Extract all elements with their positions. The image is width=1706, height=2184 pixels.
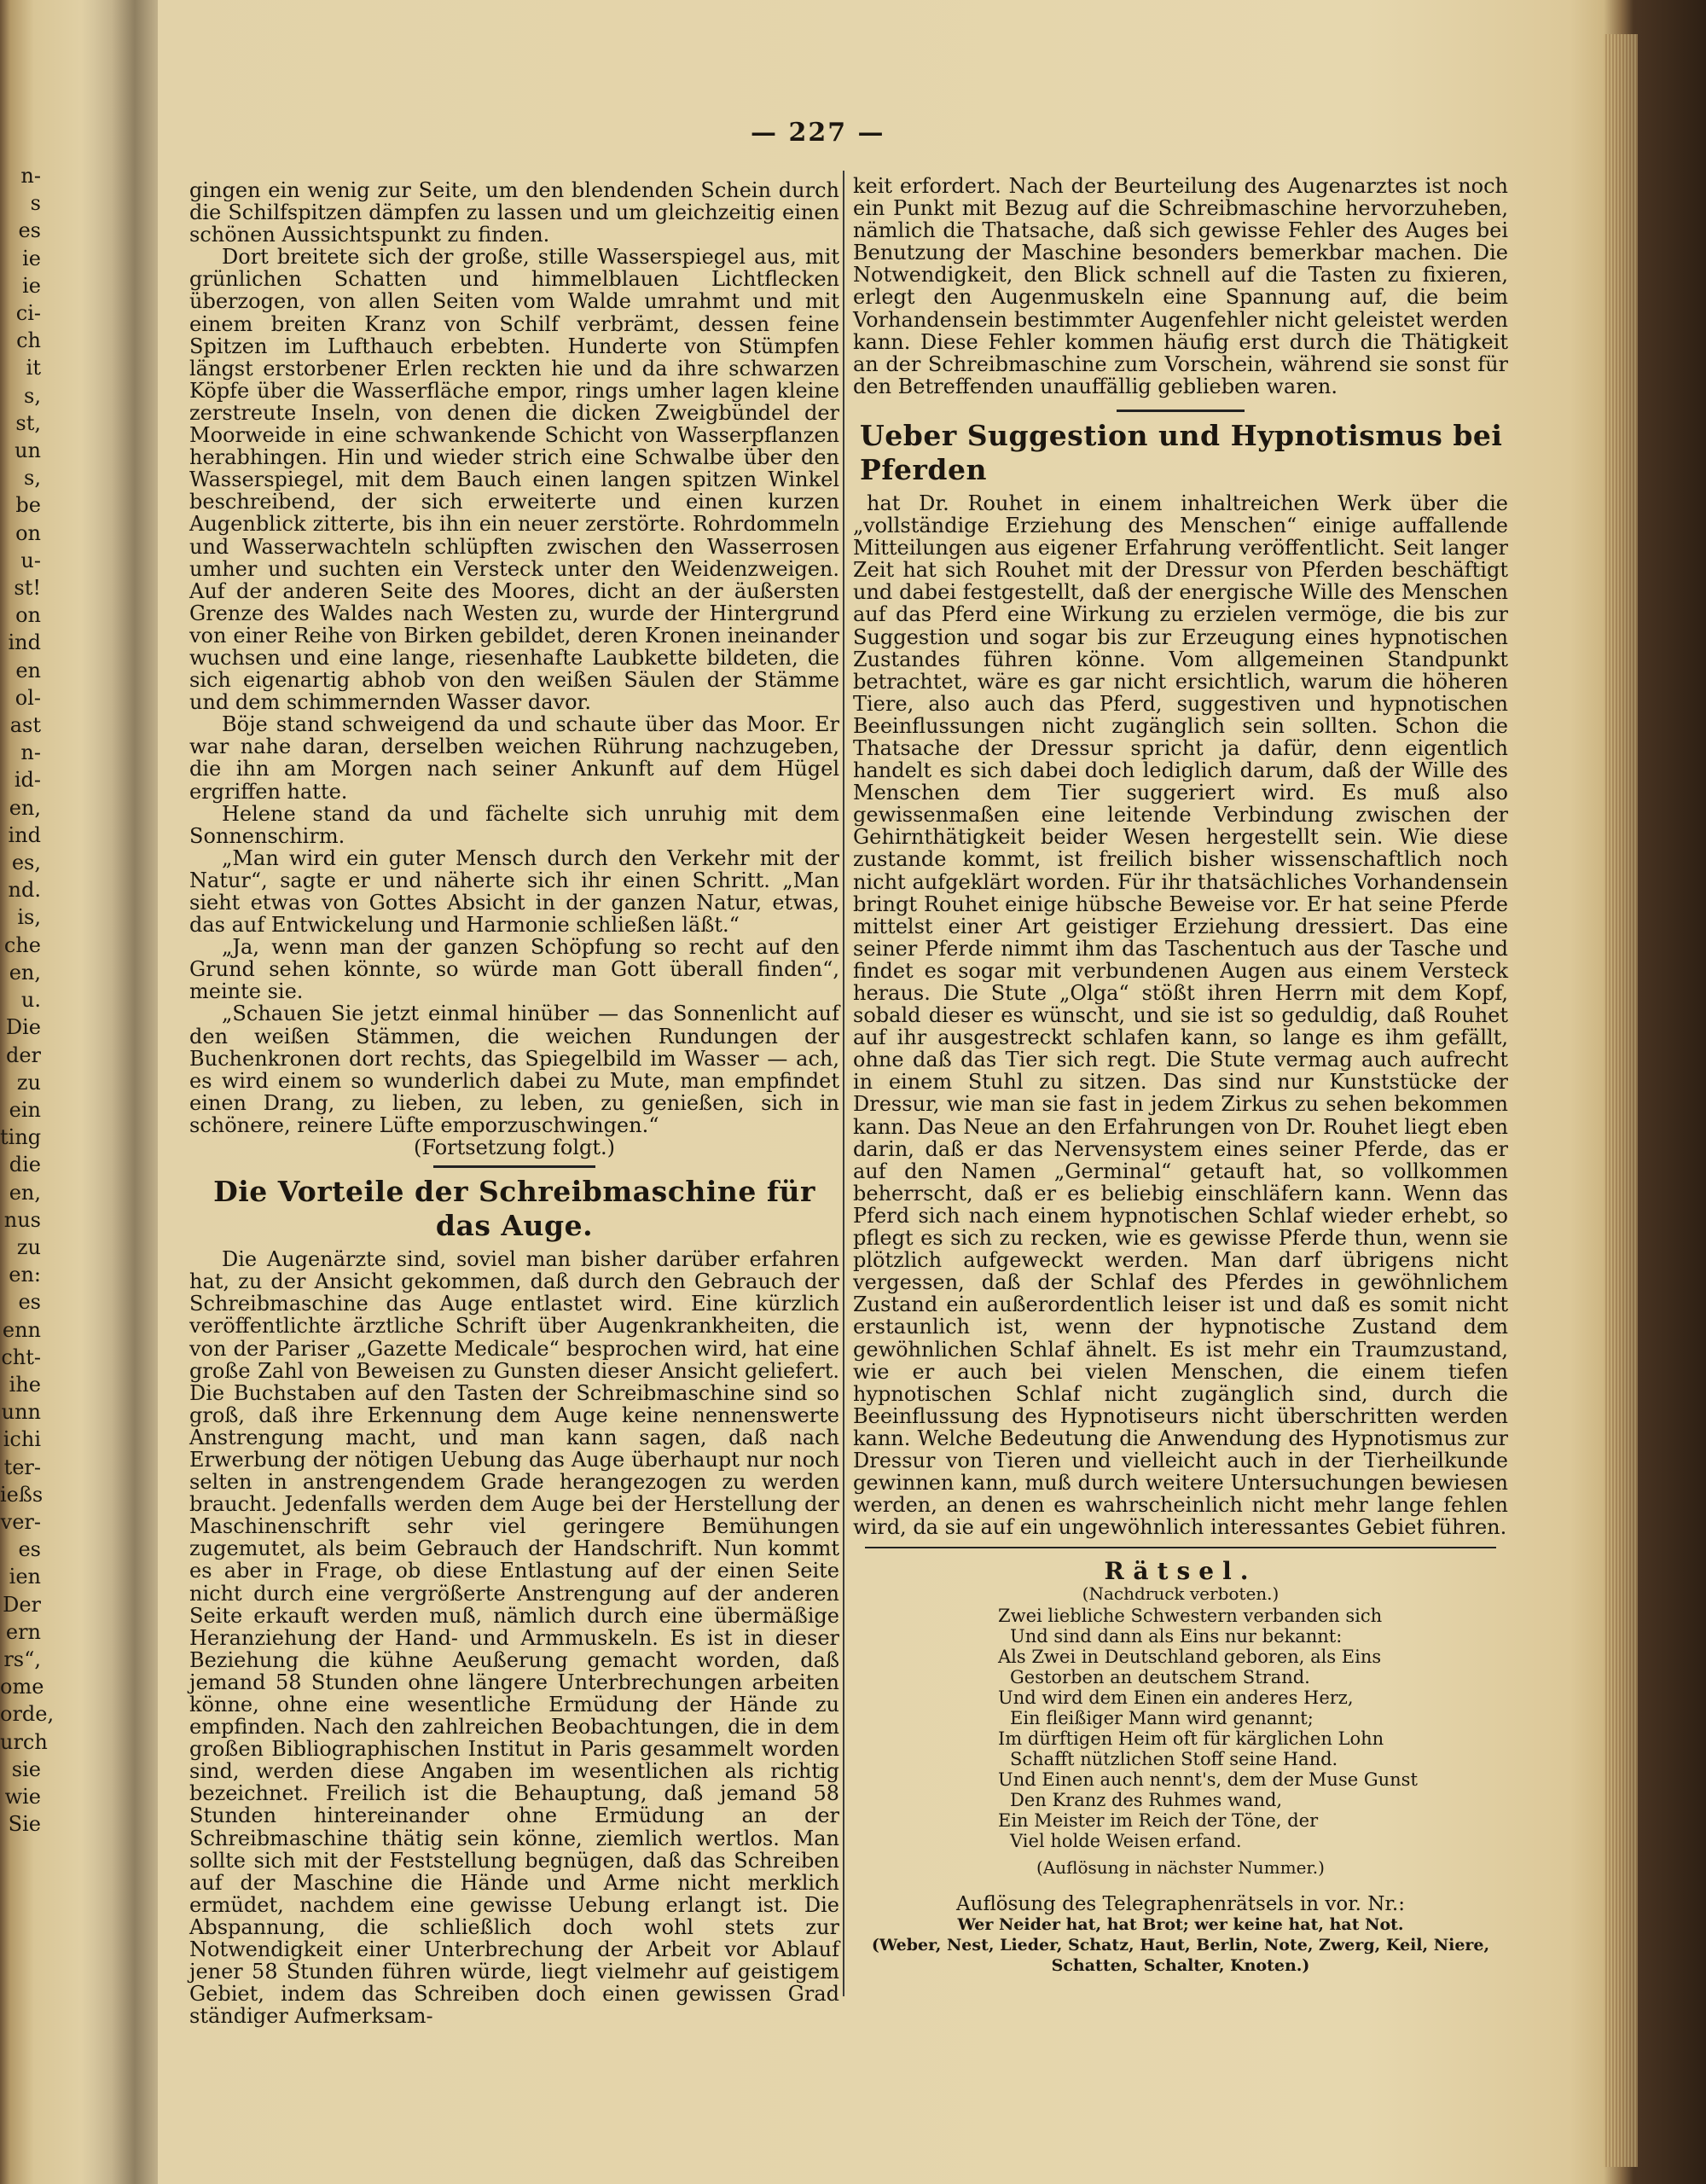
left-page-fragment: u. bbox=[20, 988, 41, 1013]
story-text bbox=[189, 179, 839, 1136]
continuation-note: (Fortsetzung folgt.) bbox=[414, 1136, 615, 1160]
left-page-fragment: rs“, bbox=[3, 1647, 41, 1671]
section-rule bbox=[433, 1165, 595, 1168]
riddle-line: Und sind dann als Eins nur bekannt: bbox=[1010, 1625, 1343, 1647]
left-page-fragment: ind bbox=[8, 822, 41, 847]
left-page-fragment: Die bbox=[5, 1015, 41, 1040]
riddle-lines bbox=[998, 1606, 1508, 1851]
left-page-fragment: id- bbox=[14, 768, 41, 793]
left-page-fragment: st, bbox=[15, 410, 41, 435]
riddle-line: Ein Meister im Reich der Töne, der bbox=[998, 1809, 1319, 1831]
story-paragraph: Böje stand schweigend da und schaute über das Moor. Er war nahe daran, derselben weichen Rührung nachzugeben, die ihn am Morgen nach seiner Ankunft auf dem Hügel ergriffen hatte. bbox=[189, 712, 839, 804]
left-page-fragment: ie bbox=[22, 273, 41, 298]
left-page-fragment: nus bbox=[3, 1207, 41, 1232]
left-page-fragment: ter- bbox=[3, 1455, 41, 1479]
left-page-fragment: u- bbox=[20, 548, 41, 572]
left-page-fragment: cht- bbox=[1, 1345, 41, 1369]
solution-words: (Weber, Nest, Lieder, Schatz, Haut, Berlin, Note, Zwerg, Keil, Niere, Schatten, Schalter, Knoten.) bbox=[871, 1935, 1490, 1975]
left-page-fragment: die bbox=[9, 1153, 41, 1177]
left-page-fragment: es bbox=[18, 218, 41, 243]
left-page-fragment: is, bbox=[17, 905, 41, 930]
story-paragraph: „Man wird ein guter Mensch durch den Verkehr mit der Natur“, sagte er und näherte sich ihr einen Schritt. „Man sieht etwas von Gottes Absicht in der ganzen Natur, etwas, das auf Entwickelung und Harmonie schließen läßt.“ bbox=[189, 845, 839, 938]
left-page-fragment: ihe bbox=[9, 1372, 41, 1397]
page-number: — 227 — bbox=[751, 118, 885, 148]
left-page-fragment: orde, bbox=[0, 1702, 55, 1727]
left-page-fragment: ch bbox=[16, 328, 41, 353]
left-page-fragment: ern bbox=[5, 1619, 41, 1644]
book-gutter bbox=[81, 0, 158, 2184]
left-page-fragment: ein bbox=[9, 1097, 41, 1122]
left-page-fragment: ien bbox=[9, 1565, 41, 1589]
left-page-fragment: ind bbox=[8, 630, 41, 655]
left-page-fragment: en, bbox=[9, 1180, 41, 1205]
riddle bbox=[853, 1557, 1508, 1878]
story-paragraph: „Schauen Sie jetzt einmal hinüber — das Sonnenlicht auf den weißen Stämmen, die weichen Rundungen der Buchenkronen dort rechts, das Spiegelbild im Wasser — ach, es wird einem so wunderlich dabei zu Mute, man empfindet einen Drang, zu lieben, zu leben, zu genießen, sich in schönere, reinere Lüfte emporzuschwingen.“ bbox=[189, 1002, 839, 1137]
left-page-fragment: zu bbox=[16, 1070, 41, 1095]
riddle-answer-note: (Auflösung in nächster Nummer.) bbox=[1036, 1856, 1325, 1878]
left-page-fragment: ci- bbox=[15, 301, 41, 326]
left-page-fragment: che bbox=[3, 932, 41, 957]
article-paragraph: Die Augenärzte sind, soviel man bisher darüber erfahren hat, zu der Ansicht gekommen, daß durch den Gebrauch der Schreibmaschine das Auge entlastet wird. Eine kürzlich veröffentlichte ärztliche Schrift über Augenkrankheiten, die von der Pariser „Gazette Medicale“ besprochen wird, hat eine große Zahl von Beweisen zu Gunsten dieser Ansicht geliefert. Die Buchstaben auf den Tasten der Schreibmaschine sind so groß, daß ihre Erkennung dem Auge keine nennenswerte Anstrengung macht, und man kann sagen, daß nach Erwerbung der nötigen Uebung das Auge überhaupt nur noch selten in anstrengendem Grade herangezogen zu werden braucht. Jedenfalls werden dem Auge bei der Herstellung der Maschinenschrift sehr viel geringere Bemühungen zugemutet, als beim Gebrauch der Handschrift. Nun kommt es aber in Frage, ob diese Entlastung auf der einen Seite nicht durch eine vergrößerte Anstrengung auf der anderen Seite erkauft werden muß, nämlich durch eine übermäßige Heranziehung der Hand- und Armmuskeln. Es ist in dieser Beziehung die kühne Aeußerung gemacht worden, daß jemand 58 Stunden ohne längere Unterbrechungen arbeiten könne, ohne eine wesentliche Ermüdung der Hände zu empfinden. Nach den zahlreichen Beobachtungen, die in dem großen Bibliographischen Institut in Paris gesammelt worden sind, werden diese Angaben im wesentlichen als richtig bezeichnet. Freilich ist die Behauptung, daß jemand 58 Stunden hintereinander ohne Ermüdung an der Schreibmaschine thätig sein könne, ziemlich wertlos. Man sollte sich mit der Feststellung begnügen, daß das Schreiben auf der Maschine die Hände und Arme nicht merklich ermüdet, nachdem eine gewisse Uebung erlangt ist. Die Abspannung, die schließlich doch wohl stets zur Notwendigkeit einer Unterbrechung der Arbeit vor Ablauf jener 58 Stunden führen würde, liegt vielmehr auf geistigem Gebiet, indem das Schreiben doch einen gewissen Grad ständiger Aufmerksam- bbox=[189, 1247, 839, 2029]
left-page-fragment: en: bbox=[9, 1263, 41, 1287]
left-page-fragment: ting bbox=[0, 1125, 42, 1150]
riddle-line: Als Zwei in Deutschland geboren, als Eins bbox=[998, 1646, 1382, 1667]
left-page-fragment: s, bbox=[24, 383, 41, 408]
riddle-line: Ein fleißiger Mann wird genannt; bbox=[1010, 1707, 1314, 1728]
riddle-line: Viel holde Weisen erfand. bbox=[1010, 1830, 1242, 1851]
left-page-fragment: s bbox=[30, 191, 41, 216]
riddle-line: Den Kranz des Ruhmes wand, bbox=[1010, 1789, 1283, 1810]
riddle-line: Gestorben an deutschem Strand. bbox=[1010, 1666, 1310, 1687]
left-page-fragment: es bbox=[18, 1290, 41, 1315]
left-page-fragment: st! bbox=[14, 576, 41, 601]
left-page-fragment: ver- bbox=[0, 1509, 41, 1534]
left-page-fragment: zu bbox=[16, 1234, 41, 1259]
left-page-fragment: en, bbox=[9, 960, 41, 985]
left-page-fragment: der bbox=[5, 1043, 41, 1067]
left-page-fragment: s, bbox=[24, 466, 41, 491]
story-paragraph: gingen ein wenig zur Seite, um den blendenden Schein durch die Schilfspitzen dämpfen zu lassen und um gleichzeitig einen schönen Aussichtspunkt zu finden. bbox=[189, 178, 839, 247]
left-page-fragment: en, bbox=[9, 795, 41, 820]
left-page-fragment: on bbox=[15, 603, 41, 628]
left-page-fragment: ichi bbox=[3, 1427, 41, 1452]
riddle-line: Zwei liebliche Schwestern verbanden sich bbox=[998, 1605, 1383, 1626]
left-page-fragment: nd. bbox=[8, 878, 41, 903]
left-page-fragment: it bbox=[26, 356, 41, 380]
column-left bbox=[189, 179, 839, 2027]
left-page-fragment: es bbox=[18, 1537, 41, 1562]
solution-line: Wer Neider hat, hat Brot; wer keine hat, hat Not. bbox=[957, 1914, 1404, 1934]
left-page-fragment: ome bbox=[0, 1675, 44, 1699]
riddle-line: Und wird dem Einen ein anderes Herz, bbox=[998, 1687, 1354, 1708]
page-edges bbox=[1604, 34, 1638, 2167]
article-title-hypnotism: Ueber Suggestion und Hypnotismus bei Pferden bbox=[860, 418, 1503, 486]
left-page-fragment: ießs bbox=[0, 1482, 44, 1507]
column-right bbox=[853, 175, 1508, 1976]
story-paragraph: Helene stand da und fächelte sich unruhig mit dem Sonnenschirm. bbox=[189, 801, 839, 848]
left-page-fragment: Sie bbox=[8, 1812, 41, 1837]
left-page-fragment: be bbox=[15, 493, 41, 518]
left-page-fragment: enn bbox=[2, 1317, 41, 1342]
left-page-fragment: en bbox=[15, 658, 41, 682]
left-page-fragment: n- bbox=[20, 164, 41, 188]
riddle-line: Schafft nützlichen Stoff seine Hand. bbox=[1010, 1748, 1338, 1769]
left-page-fragment: ast bbox=[9, 713, 41, 738]
riddle-title: Rätsel. bbox=[1104, 1557, 1257, 1586]
section-rule bbox=[865, 1547, 1496, 1548]
story-paragraph: Dort breitete sich der große, stille Wasserspiegel aus, mit grünlichen Schatten und himmelblauen Lichtflecken überzogen, von allen Seiten vom Walde umrahmt und mit einem breiten Kranz von Schilf verbrämt, dessen feine Spitzen im Lufthauch erbebten. Hunderte von Stümpfen längst erstorbener Erlen reckten hie und da ihre schwarzen Köpfe über die Wasserfläche empor, rings umher lagen kleine zerstreute Inseln, von denen die dicken Zweigbündel der Moorweide in eine schwankende Schicht von Wasserpflanzen herabhingen. Hin und wieder strich eine Schwalbe über den Wasserspiegel, mit dem Bauch einen langen spitzen Winkel beschreibend, der sich erweiterte und einen kurzen Augenblick zitterte, bis ihn ein neuer zerstörte. Rohrdommeln und Wasserwachteln schlüpften zwischen den Wasserrosen umher und suchten ein Versteck unter den Weidenzweigen. Auf der anderen Seite des Moores, dicht an der äußersten Grenze des Waldes nach Westen zu, wurde der Hintergrund von einer Reihe von Birken gebildet, deren Kronen ineinander wuchsen und eine lange, riesenhafte Laubkette bildeten, die sich eigenartig abhob von den weißen Säulen der Stämme und dem schimmernden Wasser davor. bbox=[189, 245, 839, 715]
puzzle-solution bbox=[853, 1894, 1508, 1976]
left-page-fragment: unn bbox=[1, 1400, 41, 1425]
left-page-fragment: ol- bbox=[15, 685, 41, 710]
riddle-line: Und Einen auch nennt's, dem der Muse Gunst bbox=[998, 1769, 1418, 1790]
left-page-fragment: n- bbox=[20, 741, 41, 765]
left-page-fragment: sie bbox=[11, 1757, 41, 1781]
left-page-fragment: urch bbox=[0, 1729, 48, 1754]
article-continuation: keit erfordert. Nach der Beurteilung des Augenarztes ist noch ein Punkt mit Bezug auf die Schreibmaschine hervorzuheben, nämlich die Thatsache, daß sich gewisse Fehler des Auges bei Benutzung der Maschine besonders bemerkbar machen. Die Notwendigkeit, den Blick schnell auf die Tasten zu fixieren, erlegt den Augenmuskeln eine Spannung auf, die beim Vorhandensein bestimmter Augenfehler nicht geleistet werden kann. Diese Fehler kommen häufig erst durch die Thätigkeit an der Schreibmaschine zum Vorschein, während sie sonst für den Betreffenden unauffällig geblieben waren. bbox=[853, 174, 1508, 398]
left-page-fragment: un bbox=[15, 439, 41, 463]
column-separator bbox=[843, 171, 844, 1996]
left-page-fragment: es, bbox=[11, 851, 41, 875]
left-page-fragments bbox=[0, 162, 55, 1838]
article-hypnotism-text: hat Dr. Rouhet in einem inhaltreichen Werk über die „vollständige Erziehung des Menschen“ einige auffallende Mitteilungen aus eigener Erfahrung veröffentlicht. Seit langer Zeit hat sich Rouhet mit der Dressur von Pferden beschäftigt und dabei festgestellt, daß der energische Wille des Menschen auf das Pferd eine Wirkung zu erzielen vermöge, die bis zur Suggestion und sogar bis zur Erzeugung eines hypnotischen Zustandes führen könne. Vom allgemeinen Standpunkt betrachtet, wäre es gar nicht ersichtlich, warum die höheren Tiere, also auch das Pferd, suggestiven und hypnotischen Beeinflussungen nicht zugänglich sein sollten. Schon die Thatsache der Dressur spricht ja dafür, denn eigentlich handelt es sich dabei doch lediglich darum, daß der Wille des Menschen dem Tier suggeriert wird. Es muß also gewissenmaßen eine leitende Verbindung zwischen der Gehirnthätigkeit beider Wesen hergestellt sein. Wie diese zustande kommt, ist freilich bisher wissenschaftlich noch nicht aufgeklärt worden. Für ihr thatsächliches Vorhandensein bringt Rouhet einige hübsche Beweise vor. Er hat seine Pferde mittelst einer Art geistiger Erziehung dressiert. Das eine seiner Pferde nimmt ihm das Taschentuch aus der Tasche und findet es sogar mit verbundenen Augen aus einem Versteck heraus. Die Stute „Olga“ stößt ihren Herrn mit dem Kopf, sobald dieser es wünscht, und sie ist so geduldig, daß Rouhet auf ihr ausgestreckt schlafen kann, so lange es ihm gefällt, ohne daß das Tier sich regt. Die Stute vermag auch aufrecht in einem Stuhl zu sitzen. Das sind nur Kunststücke der Dressur, wie man sie fast in jedem Zirkus zu sehen bekommen kann. Das Neue an den Erfahrungen von Dr. Rouhet liegt eben darin, daß er das Nervensystem eines seiner Pferde, das er auf den Namen „Germinal“ getauft hat, so vollkommen beherrscht, daß er es beliebig einschläfern kann. Wenn das Pferd sich nach einem hypnotischen Schlaf wieder erhebt, so pflegt es sich zu recken, wie es gewisse Pferde thun, wenn sie plötzlich aufgeweckt werden. Man darf übrigens nicht vergessen, daß der Schlaf des Pferdes in gewöhnlichem Zustand ein außerordentlich leiser ist und daß es somit nicht erstaunlich ist, wenn der hypnotische Zustand dem gewöhnlichen Schlaf ähnelt. Es ist mehr ein Traumzustand, wie er auch bei vielen Menschen, die einem tiefen hypnotischen Schlaf nicht zugänglich sind, durch die Beeinflussung des Hypnotiseurs nicht überschritten werden kann. Welche Bedeutung die Anwendung des Hypnotismus zur Dressur von Tieren und vielleicht auch in der Tierheilkunde gewinnen kann, muß durch weitere Untersuchungen bewiesen werden, an denen es wahrscheinlich nicht mehr lange fehlen wird, da sie auf ein ungewöhnlich interessantes Gebiet führen. bbox=[853, 491, 1508, 1540]
riddle-line: Im dürftigen Heim oft für kärglichen Lohn bbox=[998, 1728, 1384, 1749]
left-page-fragment: wie bbox=[4, 1784, 41, 1809]
story-paragraph: „Ja, wenn man der ganzen Schöpfung so recht auf den Grund sehen könnte, so würde man Gott überall finden“, meinte sie. bbox=[189, 935, 839, 1004]
left-page-fragment: on bbox=[15, 520, 41, 545]
left-page-fragment: ie bbox=[22, 246, 41, 270]
section-rule bbox=[1117, 410, 1245, 412]
solution-title: Auflösung des Telegraphenrätsels in vor. Nr.: bbox=[956, 1892, 1405, 1915]
riddle-subtitle: (Nachdruck verboten.) bbox=[1082, 1583, 1280, 1605]
article-title-typewriter: Die Vorteile der Schreibmaschine für das Auge. bbox=[213, 1175, 815, 1243]
left-page-fragment: Der bbox=[3, 1592, 41, 1617]
